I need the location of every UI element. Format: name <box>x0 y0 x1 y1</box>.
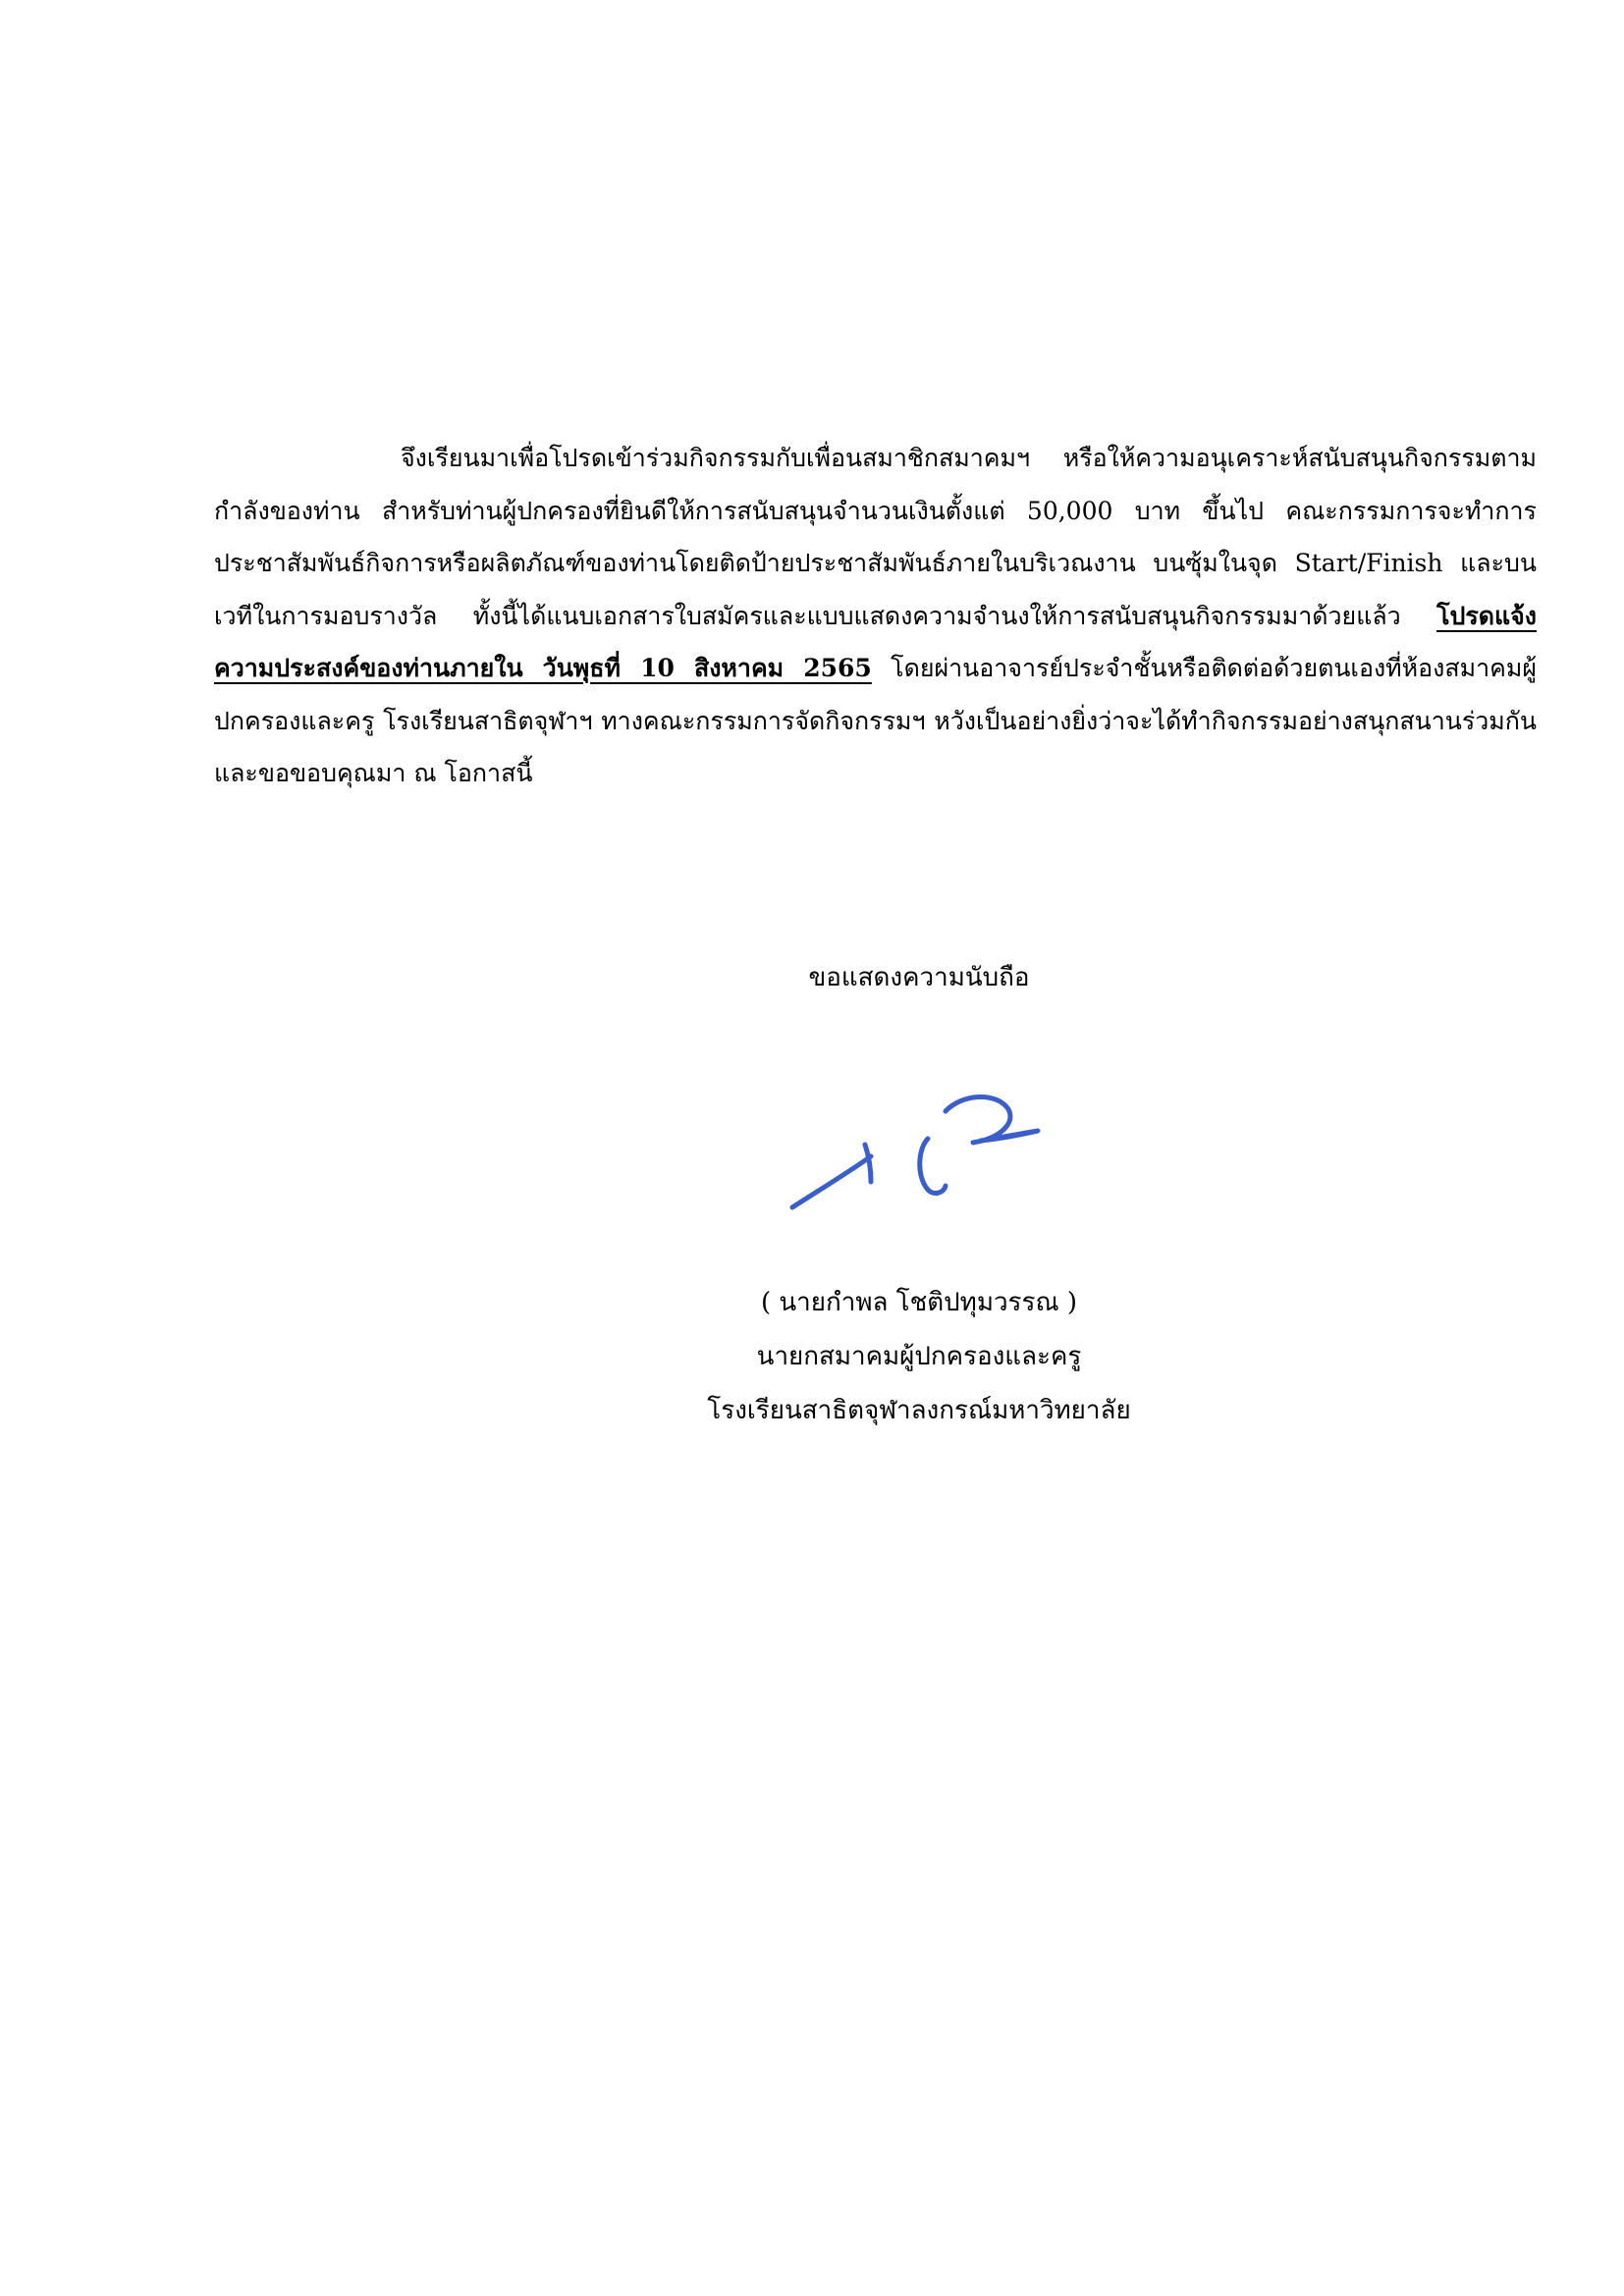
closing-salutation: ขอแสดงความนับถือ <box>808 963 1030 992</box>
handwritten-signature <box>781 1080 1075 1222</box>
body-text-part2: โดยผ่านอาจารย์ประจำชั้นหรือติดต่อด้วยตนเองที่ห้องสมาคมผู้ปกครองและครู โรงเรียนสาธิตจุฬาฯ ทางคณะกรรมการจัดกิจกรรมฯ หวังเป็นอย่างยิ่งว่าจะได้ทำกิจกรรมอย่างสนุกสนานร่วมกันและขอขอบคุณมา ณ โอกาสนี้ <box>214 654 1537 787</box>
signature-block <box>0 1276 1624 1438</box>
body-text-part1: จึงเรียนมาเพื่อโปรดเข้าร่วมกิจกรรมกับเพื่อนสมาชิกสมาคมฯ หรือให้ความอนุเคราะห์สนับสนุนกิจกรรมตามกำลังของท่าน สำหรับท่านผู้ปกครองที่ยินดีให้การสนับสนุนจำนวนเงินตั้งแต่ 50,000 บาท ขึ้นไป คณะกรรมการจะทำการประชาสัมพันธ์กิจการหรือผลิตภัณฑ์ของท่านโดยติดป้ายประชาสัมพันธ์ภายในบริเวณงาน บนซุ้มในจุด Start/Finish และบนเวทีในการมอบรางวัล ทั้งนี้ได้แนบเอกสารใบสมัครและแบบแสดงความจำนงให้การสนับสนุนกิจกรรมมาด้วยแล้ว <box>214 444 1537 630</box>
signatory-position: นายกสมาคมผู้ปกครองและครู <box>756 1342 1082 1371</box>
signatory-name: ( นายกำพล โชติปทุมวรรณ ) <box>760 1288 1078 1317</box>
signatory-organization: โรงเรียนสาธิตจุฬาลงกรณ์มหาวิทยาลัย <box>707 1396 1131 1425</box>
letter-body <box>214 432 1537 800</box>
deadline-notice: โปรดแจ้งความประสงค์ของท่านภายใน วันพุธที่ 10 สิงหาคม 2565 <box>214 601 1537 682</box>
